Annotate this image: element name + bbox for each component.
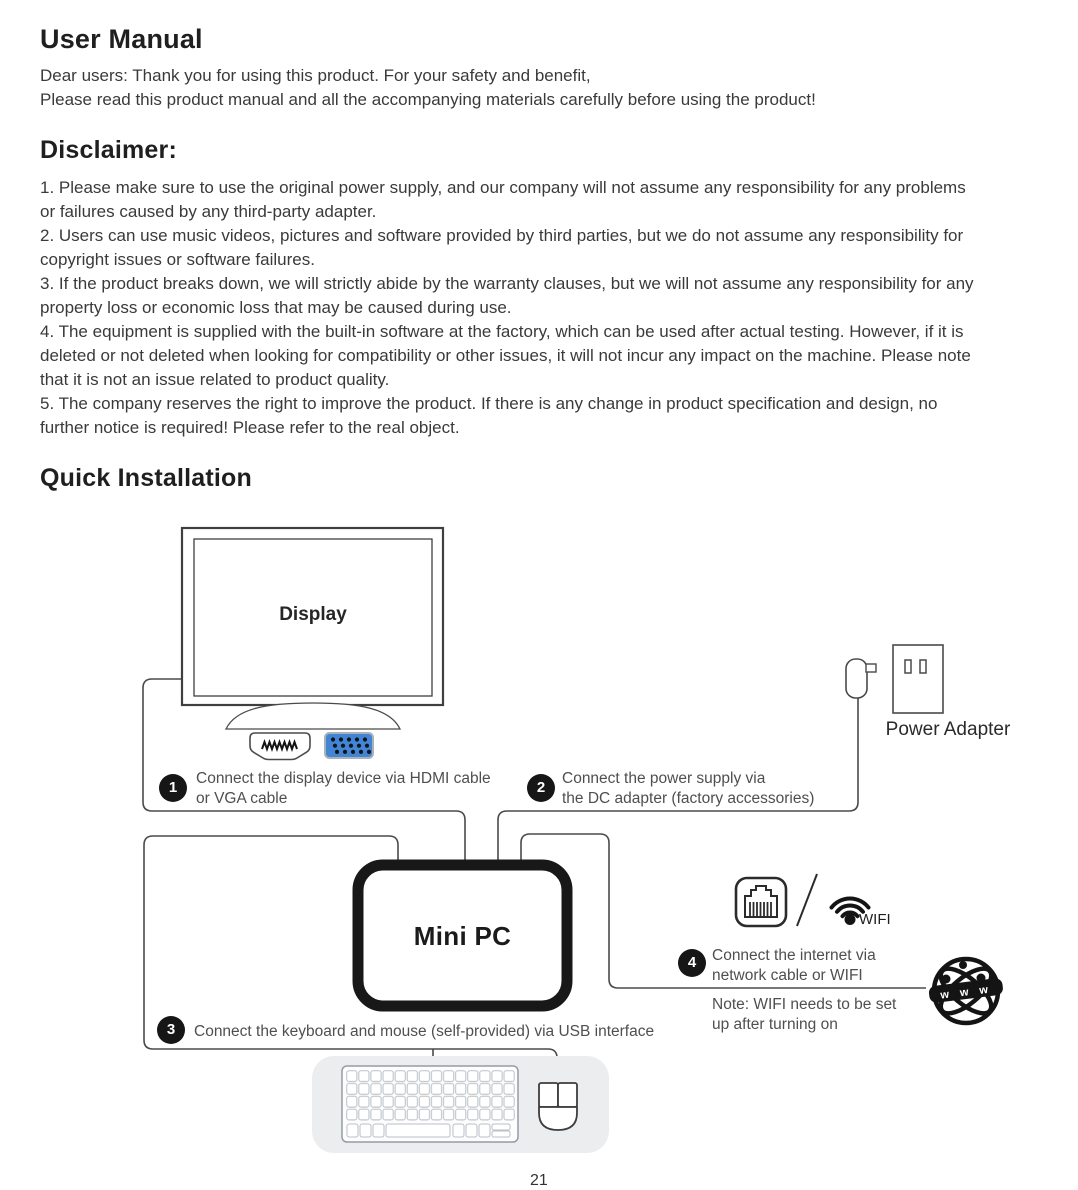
step1-text	[196, 769, 491, 808]
monitor-illustration	[182, 528, 443, 729]
intro-line: Please read this product manual and all the accompanying materials carefully before using the product!	[40, 90, 816, 109]
globe-www-icon	[928, 959, 1004, 1023]
step1-line: or VGA cable	[196, 789, 288, 807]
wifi-label: WIFI	[859, 911, 891, 928]
step1-line: Connect the display device via HDMI cable	[196, 770, 491, 787]
step2-badge: 2	[527, 774, 555, 802]
disclaimer-heading: Disclaimer:	[40, 136, 177, 164]
power-plug-icon	[846, 659, 876, 698]
step4-text	[712, 946, 876, 985]
step4-line: Connect the internet via	[712, 947, 876, 964]
disclaimer-item: 1. Please make sure to use the original power supply, and our company will not assume any responsibility for any problems or failures caused by any third-party adapter.	[40, 178, 966, 221]
wifi-note-line: up after turning on	[712, 1015, 838, 1033]
mouse-illustration	[539, 1083, 577, 1130]
step4-badge: 4	[678, 949, 706, 977]
step4-line: network cable or WIFI	[712, 966, 863, 984]
step1-badge: 1	[159, 774, 187, 802]
keyboard-illustration	[342, 1066, 518, 1142]
wifi-note-line: Note: WIFI needs to be set	[712, 996, 897, 1013]
step3-badge: 3	[157, 1016, 185, 1044]
globe-www-text: w w w	[939, 983, 993, 1002]
step2-line: Connect the power supply via	[562, 770, 766, 787]
page-number: 21	[530, 1172, 548, 1189]
intro-line: Dear users: Thank you for using this product. For your safety and benefit,	[40, 66, 591, 85]
quick-installation-heading: Quick Installation	[40, 464, 252, 492]
ethernet-port-icon	[736, 878, 786, 926]
monitor-stand	[226, 703, 400, 729]
keyboard-mouse-panel	[312, 1056, 609, 1153]
wifi-note	[712, 995, 896, 1034]
step2-line: the DC adapter (factory accessories)	[562, 789, 815, 807]
step3-text: Connect the keyboard and mouse (self-provided) via USB interface	[194, 1023, 655, 1040]
step2-text	[562, 769, 814, 808]
disclaimer-item: 5. The company reserves the right to improve the product. If there is any change in product specification and design, no further notice is required! Please refer to the real object.	[40, 394, 938, 437]
disclaimer-item: 3. If the product breaks down, we will strictly abide by the warranty clauses, but we will not assume any responsibility for any property loss or economic loss that may be caused during use.	[40, 274, 974, 317]
disclaimer-item: 2. Users can use music videos, pictures and software provided by third parties, but we do not assume any responsibility for copyright issues or software failures.	[40, 226, 964, 269]
power-adapter-label: Power Adapter	[885, 719, 1011, 740]
power-outlet-icon	[893, 645, 943, 713]
vga-connector-icon	[325, 733, 373, 758]
hdmi-connector-icon	[250, 733, 310, 760]
disclaimer-item: 4. The equipment is supplied with the built-in software at the factory, which can be used after actual testing. However, if it is deleted or not deleted when looking for compatibility or other issues, it will not incur any impact on the machine. Please note that it is not an issue related to product quality.	[40, 322, 971, 389]
slash-divider	[797, 874, 817, 926]
page-title: User Manual	[40, 24, 203, 54]
display-label: Display	[279, 604, 347, 625]
minipc-label: Mini PC	[413, 921, 512, 951]
